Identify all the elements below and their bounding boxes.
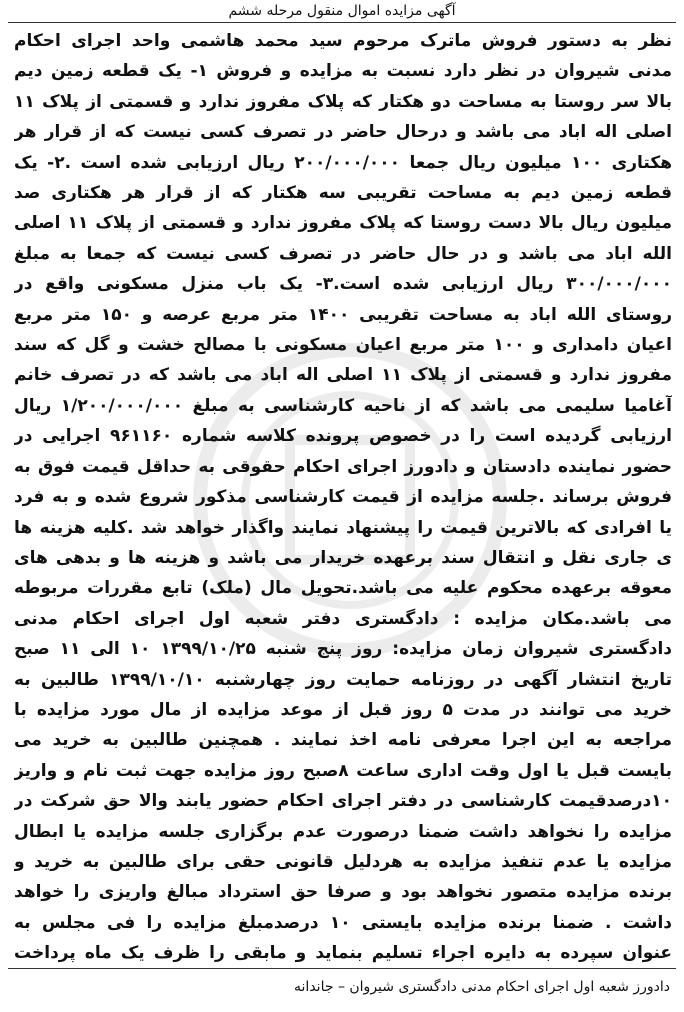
signature-divider xyxy=(8,968,676,969)
notice-title: آگهی مزایده اموال منقول مرحله ششم xyxy=(228,3,456,19)
title-divider xyxy=(8,22,676,23)
notice-signature: دادورز شعبه اول اجرای احکام مدنی دادگستری شیروان – جاندانه xyxy=(294,979,670,995)
notice-body: نظر به دستور فروش ماترک مرحوم سید محمد هاشمی واحد اجرای احکام مدنی شیروان در نظر دارد نسبت به مزایده و فروش ۱- یک قطعه زمین دیم بالا سر روستا به مساحت دو هکتار که پلاک مفروز ندارد و قسمتی از پلاک ۱۱ اصلی اله اباد می باشد و درحال حاضر در تصرف کسی نیست که از قرار هر هکتاری ۱۰۰ میلیون ریال جمعا ۲۰۰/۰۰۰/۰۰۰ ریال ارزیابی شده است .۲- یک قطعه زمین دیم به مساحت تقریبی سه هکتار که از قرار هر هکتاری صد میلیون ریال بالا دست روستا که پلاک مفروز ندارد و قسمتی از پلاک ۱۱ اصلی الله اباد می باشد و در حال حاضر در تصرف کسی نیست که جمعا به مبلغ ۳۰۰/۰۰۰/۰۰۰ ریال ارزیابی شده است.۳- یک باب منزل مسکونی واقع در روستای الله اباد به مساحت تقریبی ۱۴۰۰ متر مربع عرصه و ۱۵۰ متر مربع اعیان دامداری و ۱۰۰ متر مربع اعیان مسکونی با مصالح خشت و گل که سند مفروز ندارد و قسمتی از پلاک ۱۱ اصلی اله اباد می باشد که در تصرف خانم آغامیا سلیمی می باشد که از ناحیه کارشناسی به مبلغ ۱/۲۰۰/۰۰۰/۰۰۰ ریال ارزیابی گردیده است را در خصوص پرونده کلاسه شماره ۹۶۱۱۶۰ اجرایی در حضور نماینده دادستان و دادورز اجرای احکام حقوقی به حداقل قیمت فوق به فروش برساند .جلسه مزایده از قیمت کارشناسی مذکور شروع شده و به فرد یا افرادی که بالاترین قیمت را پیشنهاد نمایند واگذار خواهد شد .کلیه هزینه ها ی جاری نقل و انتقال سند برعهده خریدار می باشد و هزینه ها و بدهی های معوقه برعهده محکوم علیه می باشد.تحویل مال (ملک) تابع مقررات مربوطه می باشد.مکان مزایده : دادگستری دفتر شعبه اول اجرای احکام مدنی دادگستری شیروان زمان مزایده: روز پنج شنبه ۱۳۹۹/۱۰/۲۵ ۱۰ الی ۱۱ صبح تاریخ انتشار آگهی در روزنامه حمایت روز چهارشنبه ۱۳۹۹/۱۰/۱۰ طالبین به خرید می توانند در مدت ۵ روز قبل از موعد مزایده از مال مورد مزایده با مراجعه به این اجرا معرفی نامه اخذ نمایند . همچنین طالبین به خرید می بایست قبل یا اول وقت اداری ساعت ۸صبح روز مزایده جهت ثبت نام و واریز ۱۰درصدقیمت کارشناسی در دفتر اجرای احکام حضور یابند والا حق شرکت در مزایده را نخواهد داشت ضمنا درصورت عدم برگزاری جلسه مزایده یا ابطال مزایده یا عدم تنفیذ مزایده به هردلیل قانونی حقی برای طالبین به خرید و برنده مزایده متصور نخواهد بود و صرفا حق استرداد مبالغ واریزی را خواهد داشت . ضمنا برنده مزایده بایستی ۱۰ درصدمبلغ مزایده را فی مجلس به عنوان سپرده به دایره اجراء تسلیم بنماید و مابقی را ظرف یک ماه پرداخت xyxy=(14,31,672,964)
